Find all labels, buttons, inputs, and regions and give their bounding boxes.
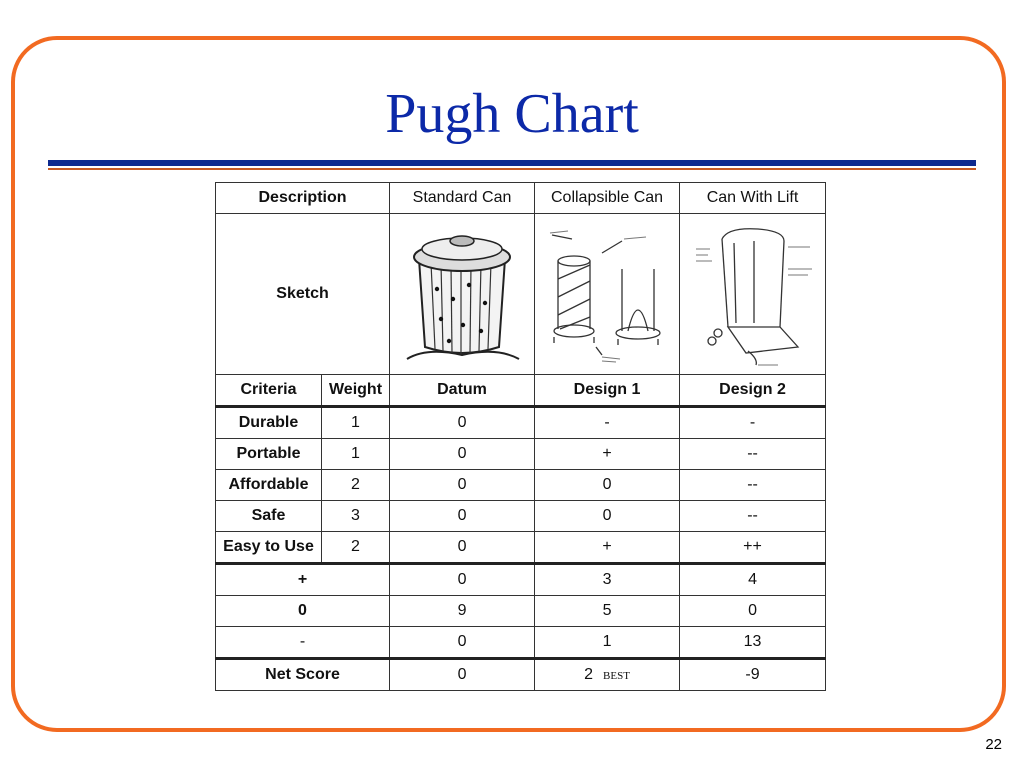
score-cell: -- <box>680 501 826 532</box>
table-row <box>216 407 826 439</box>
pugh-chart-table <box>215 182 826 691</box>
totals-row-plus <box>216 564 826 596</box>
totals-label-plus: + <box>216 564 390 596</box>
sketch-can-with-lift <box>680 214 826 375</box>
title-rule-orange <box>48 168 976 170</box>
table-row <box>216 532 826 564</box>
totals-label-minus: - <box>216 627 390 659</box>
score-cell: -- <box>680 439 826 470</box>
net-score-design-1-value: 2 <box>584 666 594 683</box>
concept-can-with-lift: Can With Lift <box>680 183 826 214</box>
sketch-standard-can <box>390 214 535 375</box>
score-cell: 0 <box>390 439 535 470</box>
design-label-design-2: Design 2 <box>680 375 826 407</box>
score-cell: + <box>535 532 680 564</box>
criterion-durable: Durable <box>216 407 322 439</box>
criterion-easy-to-use: Easy to Use <box>216 532 322 564</box>
weight-label: Weight <box>322 375 390 407</box>
total-cell: 0 <box>680 596 826 627</box>
weight-cell: 1 <box>322 407 390 439</box>
score-cell: 0 <box>390 532 535 564</box>
net-score-datum: 0 <box>390 659 535 691</box>
table-row <box>216 501 826 532</box>
criteria-header-row <box>216 375 826 407</box>
weight-cell: 2 <box>322 470 390 501</box>
total-cell: 1 <box>535 627 680 659</box>
net-score-design-2: -9 <box>680 659 826 691</box>
net-score-row <box>216 659 826 691</box>
net-score-label: Net Score <box>216 659 390 691</box>
weight-cell: 2 <box>322 532 390 564</box>
description-row <box>216 183 826 214</box>
net-score-design-1 <box>535 659 680 691</box>
standard-can-sketch <box>397 219 527 369</box>
can-with-lift-sketch <box>688 219 818 369</box>
criterion-affordable: Affordable <box>216 470 322 501</box>
criterion-portable: Portable <box>216 439 322 470</box>
score-cell: 0 <box>390 470 535 501</box>
title-rule-blue <box>48 160 976 166</box>
score-cell: -- <box>680 470 826 501</box>
page-number: 22 <box>985 736 1002 753</box>
criterion-safe: Safe <box>216 501 322 532</box>
total-cell: 0 <box>390 627 535 659</box>
score-cell: 0 <box>390 501 535 532</box>
design-label-design-1: Design 1 <box>535 375 680 407</box>
design-label-datum: Datum <box>390 375 535 407</box>
totals-row-minus <box>216 627 826 659</box>
total-cell: 3 <box>535 564 680 596</box>
score-cell: 0 <box>535 501 680 532</box>
collapsible-can-sketch <box>542 219 672 369</box>
score-cell: - <box>535 407 680 439</box>
total-cell: 5 <box>535 596 680 627</box>
concept-collapsible-can: Collapsible Can <box>535 183 680 214</box>
sketch-row <box>216 214 826 375</box>
totals-label-zero: 0 <box>216 596 390 627</box>
criteria-label: Criteria <box>216 375 322 407</box>
weight-cell: 3 <box>322 501 390 532</box>
weight-cell: 1 <box>322 439 390 470</box>
total-cell: 0 <box>390 564 535 596</box>
total-cell: 9 <box>390 596 535 627</box>
score-cell: 0 <box>535 470 680 501</box>
total-cell: 13 <box>680 627 826 659</box>
sketch-label: Sketch <box>216 214 390 375</box>
score-cell: 0 <box>390 407 535 439</box>
table-row <box>216 470 826 501</box>
totals-row-zero <box>216 596 826 627</box>
score-cell: + <box>535 439 680 470</box>
total-cell: 4 <box>680 564 826 596</box>
sketch-collapsible-can <box>535 214 680 375</box>
score-cell: - <box>680 407 826 439</box>
best-note: BEST <box>603 670 630 682</box>
table-row <box>216 439 826 470</box>
score-cell: ++ <box>680 532 826 564</box>
concept-standard-can: Standard Can <box>390 183 535 214</box>
slide-title: Pugh Chart <box>385 83 639 145</box>
description-label: Description <box>216 183 390 214</box>
